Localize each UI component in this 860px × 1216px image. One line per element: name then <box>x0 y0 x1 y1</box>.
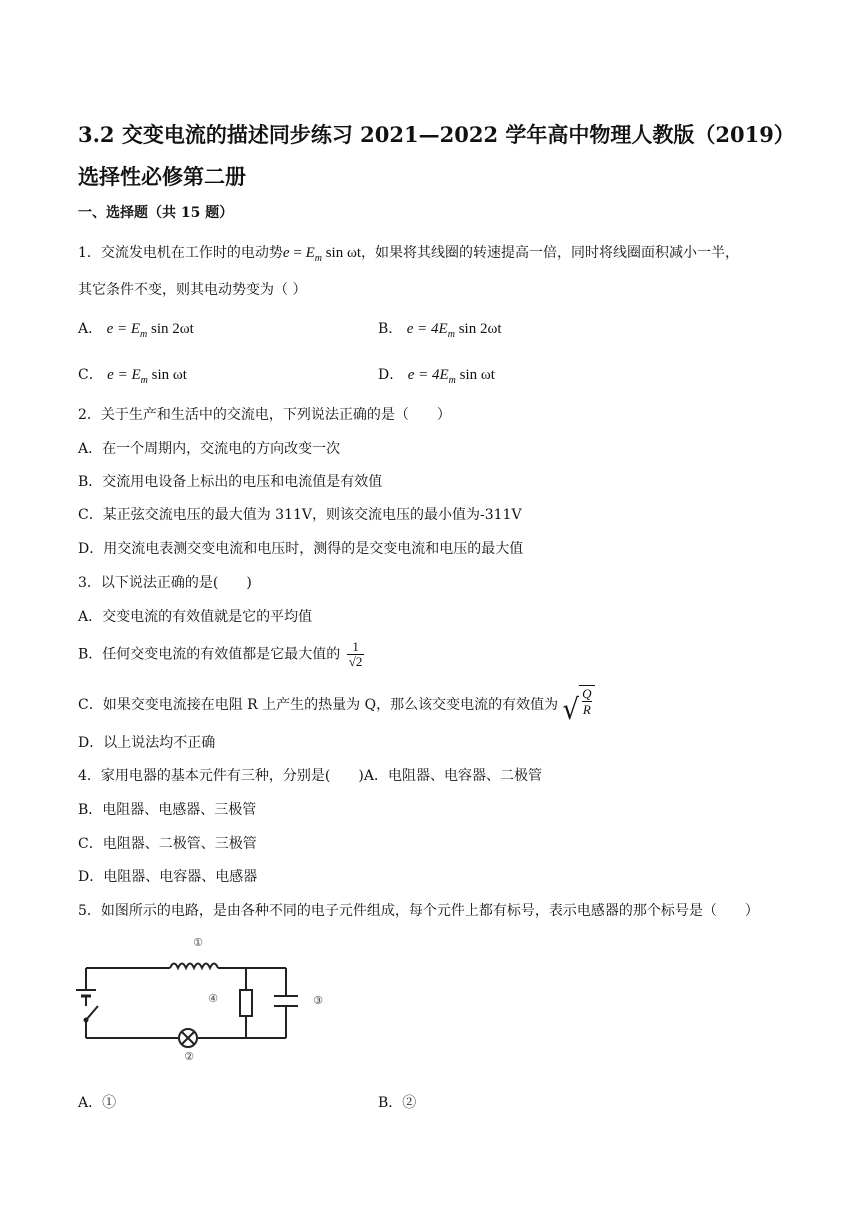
q3-option-b: B．任何交变电流的有效值都是它最大值的 $\frac{1}{√2}$ <box>78 639 363 669</box>
q2-option-a: A．在一个周期内，交流电的方向改变一次 <box>78 441 341 457</box>
circuit-label-4: ④ <box>208 992 218 1005</box>
q1-option-d: D． $e = 4E_m$ sin ωt <box>378 367 495 386</box>
circuit-label-2: ② <box>184 1050 194 1063</box>
question-3-stem: 3．以下说法正确的是( ) <box>78 575 252 591</box>
q4-option-b: B．电阻器、电感器、三极管 <box>78 802 257 818</box>
question-4-stem: 4．家用电器的基本元件有三种，分别是( )A．电阻器、电容器、二极管 <box>78 768 542 784</box>
circuit-label-1: ① <box>193 936 203 949</box>
q5-option-a: A．① <box>78 1095 117 1111</box>
inductor-symbol <box>170 964 218 969</box>
title-line-2: 选择性必修第二册 <box>78 164 246 189</box>
question-1-stem-cont: 其它条件不变，则其电动势变为（ ） <box>78 282 307 298</box>
q1-option-b: B． $e = 4E_m$ sin 2ωt <box>378 321 502 340</box>
q2-option-b: B．交流用电设备上标出的电压和电流值是有效值 <box>78 474 383 490</box>
q5-option-b: B．② <box>378 1095 417 1111</box>
title-line-1: 3.2 交变电流的描述同步练习 2021—2022 学年高中物理人教版（2019） <box>78 122 795 147</box>
square-root: √ $\frac{Q}{R}$ <box>563 685 595 725</box>
q2-option-d: D．用交流电表测交变电流和电压时，测得的是交变电流和电压的最大值 <box>78 541 524 557</box>
q3-option-a: A．交变电流的有效值就是它的平均值 <box>78 609 313 625</box>
question-5-stem: 5．如图所示的电路，是由各种不同的电子元件组成，每个元件上都有标号，表示电感器的那个标号是（ ） <box>78 903 759 919</box>
resistor-symbol <box>240 990 252 1016</box>
fraction: $\frac{1}{√2}$ <box>348 639 363 669</box>
circuit-label-3: ③ <box>313 994 323 1007</box>
document-title <box>78 114 798 198</box>
formula: $e = E_m$ sin ωt <box>282 245 362 264</box>
q4-option-c: C．电阻器、二极管、三极管 <box>78 836 257 852</box>
question-2-stem: 2．关于生产和生活中的交流电，下列说法正确的是（ ） <box>78 407 451 423</box>
question-1-stem: 1．交流发电机在工作时的电动势$e = E_m$ sin ωt，如果将其线圈的转速提高一倍，同时将线圈面积减小一半， <box>78 245 740 264</box>
q3-option-d: D．以上说法均不正确 <box>78 735 216 751</box>
q1-option-c: C． $e = E_m$ sin ωt <box>78 367 187 386</box>
q3-option-c: C．如果交变电流接在电阻 R 上产生的热量为 Q，那么该交变电流的有效值为 √ $\frac{Q}{R}$ <box>78 685 595 725</box>
q4-option-d: D．电阻器、电容器、电感器 <box>78 869 258 885</box>
switch-symbol <box>86 1006 98 1020</box>
circuit-diagram <box>74 932 334 1064</box>
section-heading: 一、选择题（共 15 题） <box>78 205 234 221</box>
q2-option-c: C．某正弦交流电压的最大值为 311V，则该交流电压的最小值为-311V <box>78 507 522 523</box>
q1-option-a: A． $e = E_m$ sin 2ωt <box>78 321 194 340</box>
